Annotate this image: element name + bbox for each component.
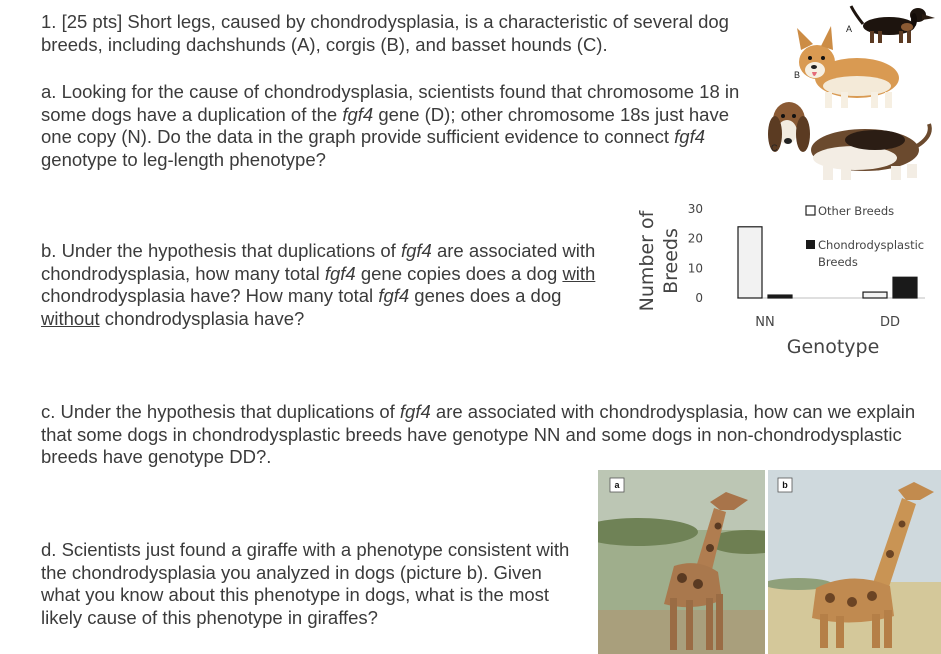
question-part-d: d. Scientists just found a giraffe with a phenotype consistent with the chondrodysplasia you analyzed in dogs (picture b). Given what you know about this phenotype in dogs, what is the most likely cause of this phenotype in giraffes? [41, 539, 570, 628]
bar-nn-chondro [768, 295, 792, 298]
bar-dd-other [863, 292, 887, 298]
question-header: 1. [25 pts] Short legs, caused by chondrodysplasia, is a characteristic of several dog breeds, including dachshunds (A), corgis (B), and basset hounds (C). [41, 11, 729, 55]
x-axis-label: Genotype [786, 336, 880, 358]
legend-swatch-chondro [806, 240, 815, 249]
y-axis-label [636, 209, 682, 311]
y-axis-ticks [688, 202, 703, 305]
question-part-b: b. Under the hypothesis that duplications of fgf4 are associated with chondrodysplasia, how many total fgf4 gene copies does a dog with chondrodysplasia have? How many total fgf4 genes does a dog without chondrodysplasia have? [41, 240, 596, 329]
y-tick-20: 20 [687, 231, 703, 246]
y-tick-10: 10 [687, 261, 703, 276]
dog-label-b: B [794, 70, 801, 80]
y-tick-0: 0 [695, 291, 703, 305]
giraffe-photo-a [598, 470, 765, 654]
question-part-a: a. Looking for the cause of chondrodysplasia, scientists found that chromosome 18 in some dogs have a duplication of the fgf4 gene (D); other chromosome 18s just have one copy (N). Do the data in the graph provide sufficient evidence to connect fgf4 genotype to leg-length phenotype? [41, 81, 740, 170]
legend-swatch-other [806, 206, 815, 215]
y-axis-label-line1: Number of [636, 210, 658, 312]
dog-breeds-photo [757, 0, 941, 192]
giraffe-label-b: b [782, 480, 788, 490]
x-tick-dd: DD [879, 315, 901, 330]
y-axis-label-line2: Breeds [660, 228, 682, 294]
dog-label-a: A [846, 24, 853, 34]
y-tick-30: 30 [687, 202, 703, 216]
legend-label-chondro-1: Chondrodysplastic [818, 238, 925, 252]
giraffe-label-a: a [614, 480, 620, 490]
bar-dd-chondro [893, 277, 917, 298]
legend-label-chondro-2: Breeds [818, 255, 858, 269]
dog-label-c: C [771, 143, 778, 153]
x-tick-nn: NN [755, 315, 775, 330]
chart-legend [806, 204, 924, 269]
question-part-c: c. Under the hypothesis that duplications of fgf4 are associated with chondrodysplasia, how can we explain that some dogs in chondrodysplastic breeds have genotype NN and some dogs in non-chondrodysplastic breeds have genotype DD?. [41, 401, 916, 467]
legend-label-other: Other Breeds [818, 204, 895, 218]
genotype-bar-chart [625, 195, 941, 365]
bar-nn-other [738, 227, 762, 298]
giraffe-photo-b [768, 470, 941, 654]
